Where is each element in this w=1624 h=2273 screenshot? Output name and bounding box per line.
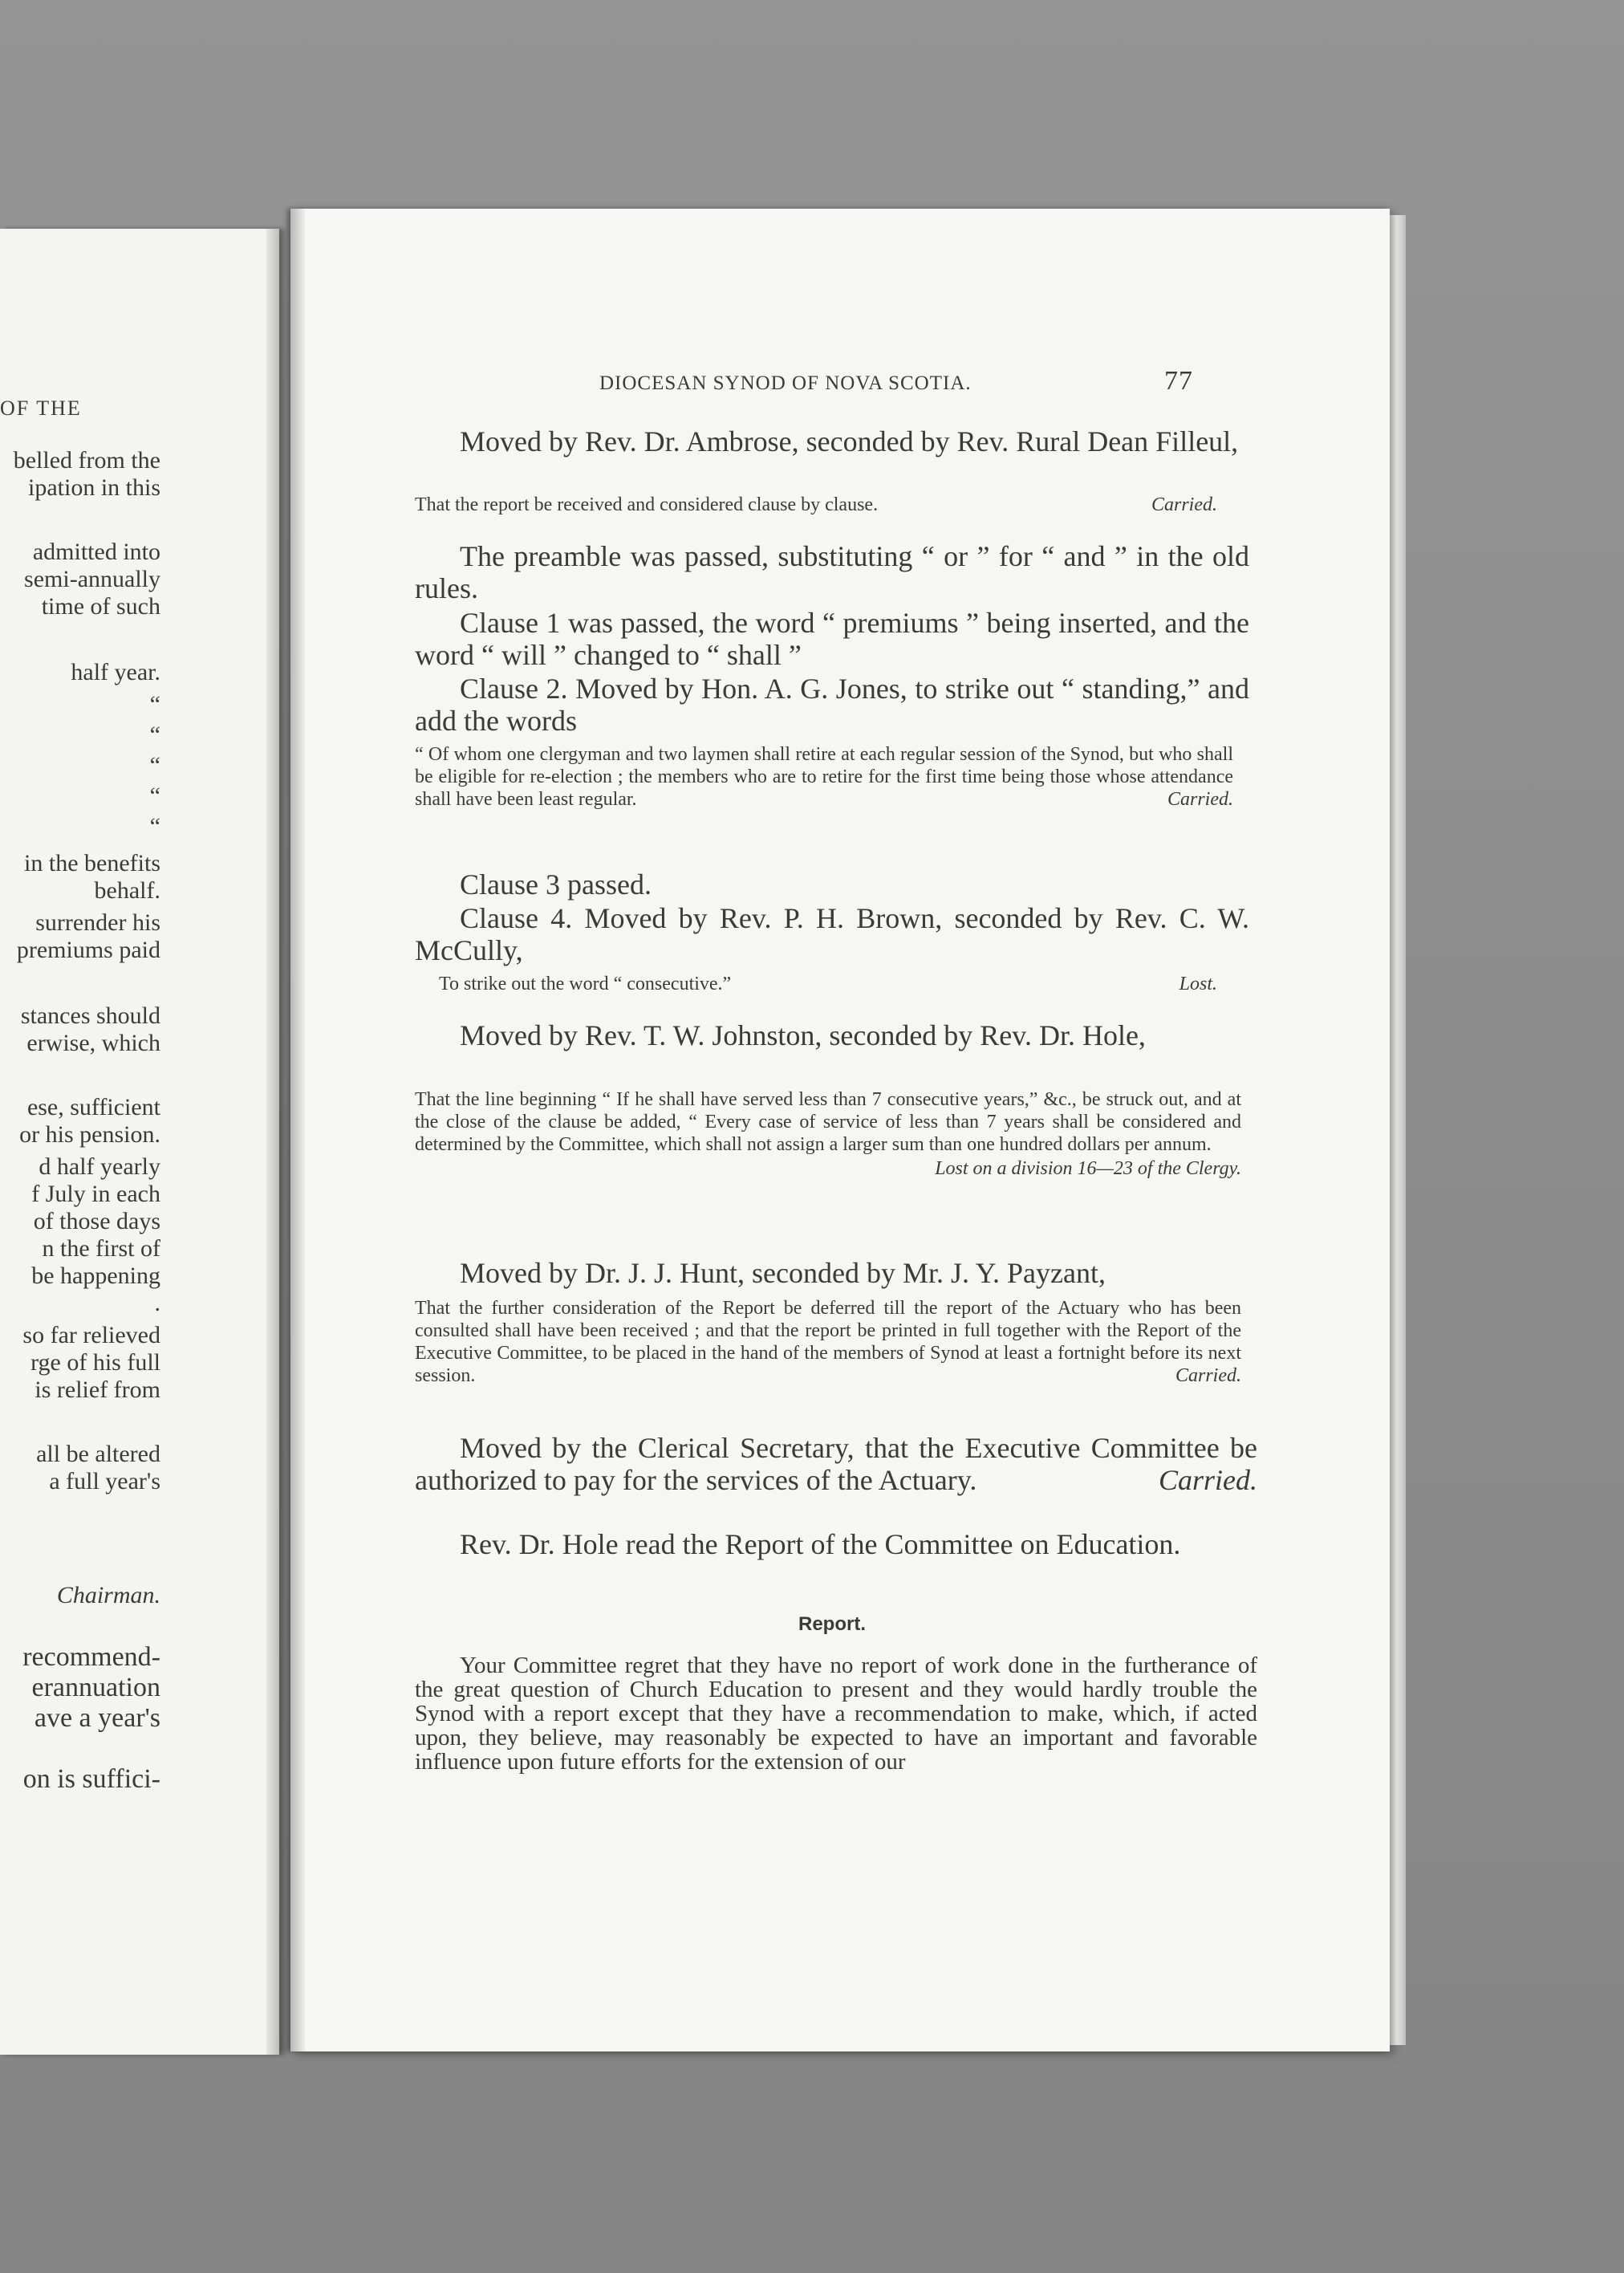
paragraph-clause-3: Clause 3 passed.	[460, 868, 652, 901]
left-page	[0, 229, 279, 2055]
motion-text: That the line beginning “ If he shall have served less than 7 consecutive years,” &c., be struck out, and at the close of the clause be added, “ Every case of service of less than 7 years shall be considered and determined by the Committee, which shall not assign a larger sum than one hundred dollars per annum.	[415, 1089, 1241, 1155]
page-header	[599, 366, 1193, 398]
left-page-line: ipation in this	[28, 474, 160, 501]
left-page-line: semi-annually	[24, 566, 160, 592]
report-body: Your Committee regret that they have no report of work done in the furtherance of the great question of Church Education to present and they would hardly trouble the Synod with a report except that they have a recommendation to make, which, if acted upon, they believe, may reasonably be expected to have an important and favorable influence upon future efforts for the extension of our	[415, 1653, 1257, 1775]
left-page-line: admitted into	[32, 539, 160, 565]
left-page-line: belled from the	[13, 447, 160, 474]
left-page-line: “	[149, 752, 160, 779]
left-page-line: “	[149, 783, 160, 809]
page-number: 77	[1164, 366, 1193, 396]
motion-text: That the further consideration of the Report be deferred till the report of the Actuary who has been consulted shall have been received ; and that the report be printed in full together with the Report of the Executive Committee, to be placed in the hand of the members of Synod at least a fortnight before its next session.	[415, 1298, 1241, 1386]
left-page-line: all be altered	[36, 1441, 160, 1467]
left-page-line: rge of his full	[30, 1349, 160, 1376]
left-page-line: is relief from	[35, 1376, 160, 1403]
right-page	[290, 209, 1390, 2051]
motion-text: That the report be received and considered clause by clause.	[415, 494, 879, 515]
quote-clause-2	[415, 743, 1233, 811]
paragraph-johnston-motion: Moved by Rev. T. W. Johnston, seconded by Rev. Dr. Hole,	[460, 1019, 1146, 1051]
left-page-line: erwise, which	[26, 1030, 160, 1056]
motion-defer-report	[415, 1297, 1241, 1387]
quote-outcome: Carried.	[1167, 789, 1233, 810]
report-heading: Report.	[798, 1613, 866, 1635]
motion-consecutive	[415, 973, 1217, 995]
paragraph-clerical-secretary	[415, 1432, 1257, 1496]
paragraph-text: Moved by the Clerical Secretary, that the Executive Committee be authorized to pay for the services of the Actuary.	[415, 1432, 1257, 1496]
paragraph-ambrose-motion: Moved by Rev. Dr. Ambrose, seconded by Rev. Rural Dean Filleul,	[460, 425, 1239, 457]
left-page-line: OF THE	[0, 396, 82, 420]
left-page-line: Chairman.	[56, 1582, 160, 1608]
left-page-line: half year.	[71, 659, 160, 685]
paragraph-preamble: The preamble was passed, substituting “ or ” for “ and ” in the old rules.	[415, 540, 1249, 604]
paragraph-clause-4: Clause 4. Moved by Rev. P. H. Brown, seconded by Rev. C. W. McCully,	[415, 902, 1249, 966]
left-page-line: “	[149, 813, 160, 840]
paragraph-clause-1: Clause 1 was passed, the word “ premiums ” being inserted, and the word “ will ” changed to “ shall ”	[415, 607, 1249, 671]
paragraph-education-report: Rev. Dr. Hole read the Report of the Committee on Education.	[460, 1528, 1181, 1560]
left-page-line: f July in each	[31, 1181, 160, 1207]
left-page-line: or his pension.	[19, 1121, 160, 1148]
left-page-gutter	[266, 229, 279, 2055]
left-page-line: “	[149, 691, 160, 718]
left-page-line: ese, sufficient	[26, 1094, 160, 1120]
left-page-line: “	[149, 722, 160, 748]
left-page-line: surrender his	[35, 909, 160, 936]
motion-text: To strike out the word “ consecutive.”	[439, 974, 732, 994]
paragraph-clause-2: Clause 2. Moved by Hon. A. G. Jones, to strike out “ standing,” and add the words	[415, 673, 1249, 737]
left-page-line: on is suffici-	[22, 1764, 160, 1794]
left-page-line: recommend-	[22, 1642, 160, 1672]
left-page-line: d half yearly	[39, 1153, 160, 1180]
left-page-line: .	[154, 1290, 160, 1316]
left-page-line: a full year's	[49, 1468, 160, 1494]
left-page-line: premiums paid	[16, 937, 160, 963]
paragraph-outcome: Carried.	[1158, 1464, 1257, 1496]
left-page-line: time of such	[41, 593, 160, 620]
motion-outcome: Carried.	[1175, 1365, 1241, 1386]
motion-receive-report	[415, 494, 1217, 516]
left-page-line: ave a year's	[34, 1703, 160, 1733]
motion-outcome: Carried.	[1151, 494, 1217, 515]
left-page-line: n the first of	[42, 1235, 160, 1262]
left-page-line: be happening	[31, 1263, 160, 1289]
motion-consecutive-years	[415, 1088, 1241, 1180]
motion-outcome: Lost on a division 16—23 of the Clergy.	[935, 1158, 1241, 1179]
running-head: DIOCESAN SYNOD OF NOVA SCOTIA.	[599, 372, 972, 394]
left-page-line: in the benefits	[24, 850, 160, 876]
left-page-line: so far relieved	[22, 1322, 160, 1348]
left-page-line: of those days	[33, 1208, 160, 1234]
left-page-line: behalf.	[94, 877, 160, 904]
left-page-line: erannuation	[31, 1673, 160, 1702]
page-edge	[1390, 215, 1406, 2045]
quote-text: “ Of whom one clergyman and two laymen shall retire at each regular session of the Synod, but who shall be eligible for re-election ; the members who are to retire for the first time being those whose attendance shall have been least regular.	[415, 744, 1233, 810]
paragraph-hunt-motion: Moved by Dr. J. J. Hunt, seconded by Mr. J. Y. Payzant,	[460, 1257, 1106, 1289]
left-page-line: stances should	[20, 1002, 160, 1029]
motion-outcome: Lost.	[1179, 974, 1217, 994]
